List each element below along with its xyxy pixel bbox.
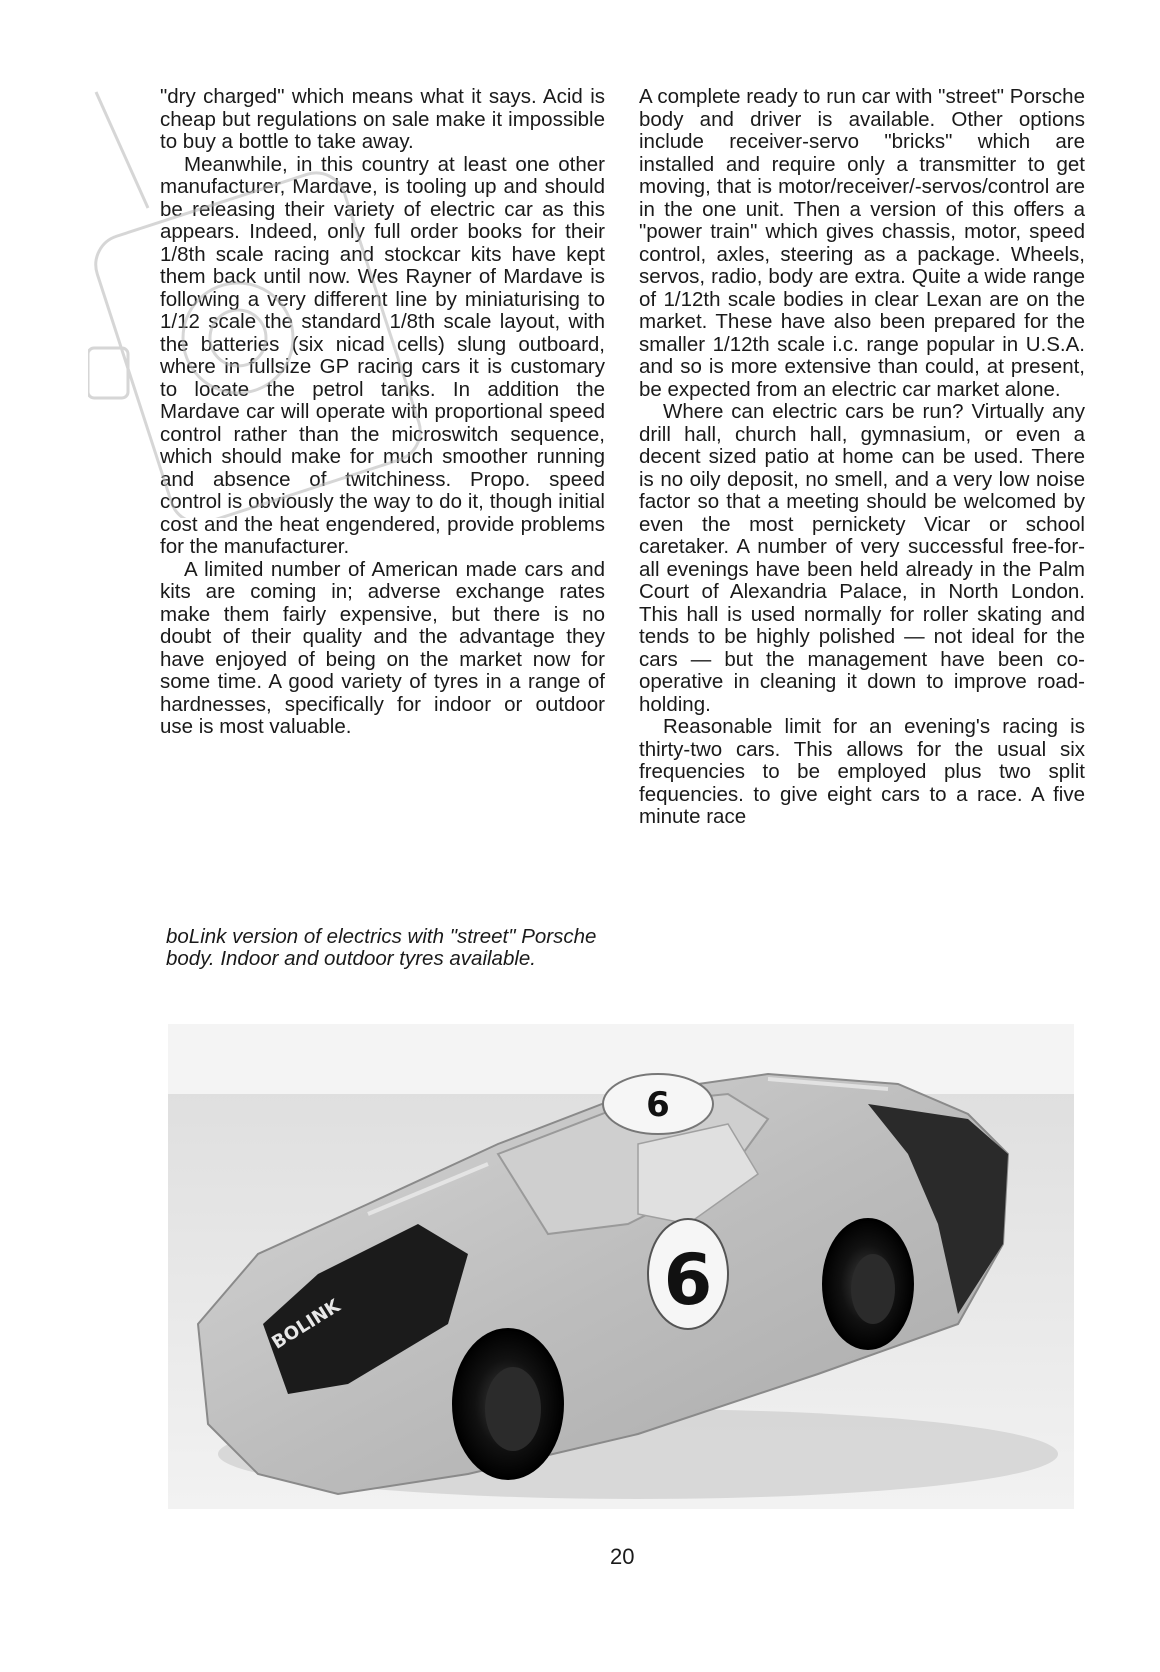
right-column bbox=[639, 86, 1085, 829]
paragraph: A complete ready to run car with "street" Porsche body and driver is available. Other options include receiver-servo "bricks" which are installed and require only a transmitter to get moving, that is motor/receiver/-servos/control are in the one unit. Then a version of this offers a "power train" which gives chassis, motor, speed control, axles, steering as a package. Wheels, servos, radio, body are extra. Quite a wide range of 1/12th scale bodies in clear Lexan are on the market. These have also been prepared for the smaller 1/12th scale i.c. range popular in U.S.A. and so is more extensive than could, at present, be expected from an electric car market alone. bbox=[639, 85, 1085, 401]
paragraph: Reasonable limit for an evening's racing is thirty-two cars. This allows for the usual six frequencies to be employed plus two split fequencies. to give eight cars to a race. A five minute race bbox=[639, 715, 1085, 828]
photo-caption bbox=[166, 926, 614, 970]
page-number: 20 bbox=[610, 1544, 635, 1569]
paragraph: A limited number of American made cars and kits are coming in; adverse exchange rates make them fairly expensive, but there is no doubt of their quality and the advantage they have enjoyed of being on the market now for some time. A good variety of tyres in a range of hardnesses, specifically for indoor or outdoor use is most valuable. bbox=[160, 557, 605, 738]
paragraph: Where can electric cars be run? Virtually any drill hall, church hall, gymnasium, or even a decent sized patio at home can be used. There is no oily deposit, no smell, and a very low noise factor so that a meeting should be welcomed by even the most pernickety Vicar or school caretaker. A number of very successful free-for-all evenings have been held already in the Palm Court of Alexandria Palace, in North London. This hall is used normally for roller skating and tends to be highly polished — not ideal for the cars — but the management have been co-operative in cleaning it down to improve road-holding. bbox=[639, 400, 1085, 716]
side-race-number: 6 bbox=[663, 1239, 713, 1321]
paragraph: Meanwhile, in this country at least one other manufacturer, Mardave, is tooling up and should be releasing their variety of electric car as this appears. Indeed, only full order books for their 1/8th scale racing and stockcar kits have kept them back until now. Wes Rayner of Mardave is following a very different line by miniaturising to 1/12 scale the standard 1/8th scale layout, with the batteries (six nicad cells) slung outboard, where in fullsize GP racing cars it is customary to locate the petrol tanks. In addition the Mardave car will operate with proportional speed control rather than the microswitch sequence, which should make for much smoother running and absence of twitchiness. Propo. speed control is obviously the way to do it, though initial cost and the heat engendered, provide problems for the manufacturer. bbox=[160, 152, 605, 558]
bonnet-logo: BOLINK bbox=[268, 1295, 345, 1354]
left-column bbox=[160, 86, 605, 739]
car-photo bbox=[168, 1024, 1074, 1509]
caption-text: boLink version of electrics with "street" Porsche body. Indoor and outdoor tyres available. bbox=[166, 925, 597, 970]
porsche-body-illustration bbox=[168, 1024, 1074, 1509]
roof-race-number: 6 bbox=[646, 1085, 670, 1125]
paragraph: "dry charged" which means what it says. Acid is cheap but regulations on sale make it impossible to buy a bottle to take away. bbox=[160, 85, 605, 153]
